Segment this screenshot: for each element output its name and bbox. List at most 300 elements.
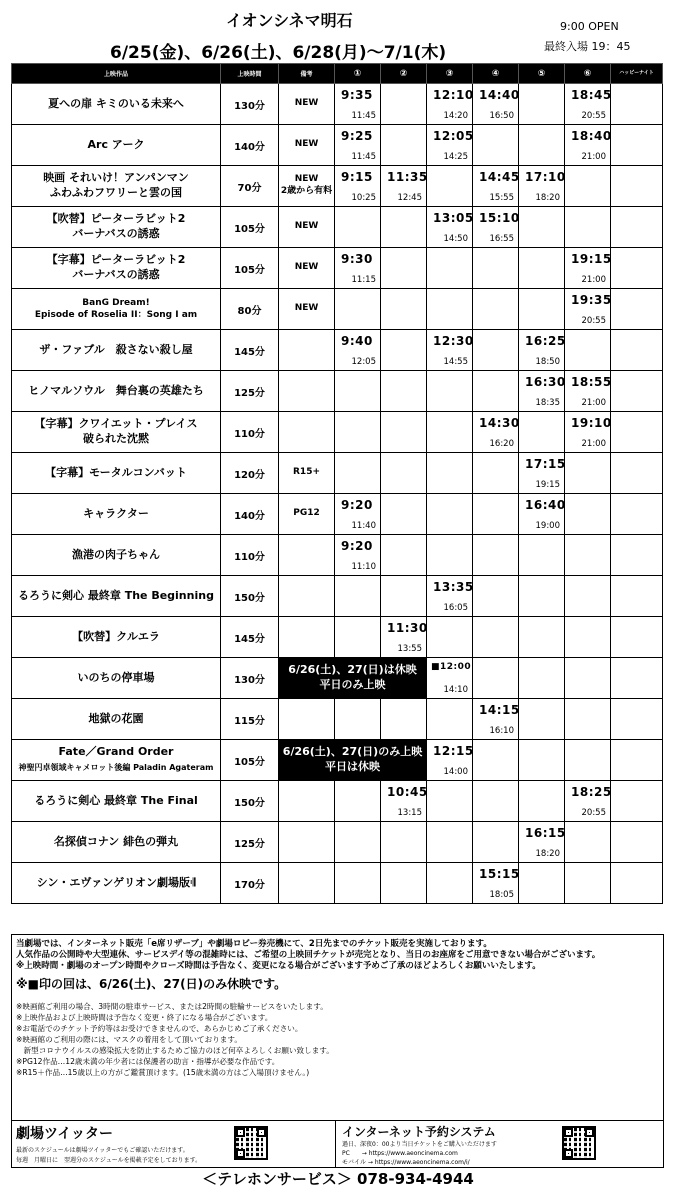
table-row (12, 617, 663, 658)
showtime-slot-4 (473, 166, 519, 207)
happy-night-slot (611, 781, 663, 822)
note-badge: NEW (294, 174, 319, 185)
showtime-slot-5 (519, 699, 565, 740)
showtime-slot-1 (335, 576, 381, 617)
showtime-slot-3 (427, 822, 473, 863)
notice-line: 当劇場では、インターネット販売「e席リザーブ」や劇場ロビー券売機にて、2日先までのチケット販売を実施しております。 (16, 939, 492, 949)
col-note: 備考 (279, 64, 335, 84)
showtime-slot-2 (381, 248, 427, 289)
runtime-cell (221, 658, 279, 699)
showtime-slot-6 (565, 453, 611, 494)
movie-title-cell (12, 617, 221, 658)
showtime-slot-5 (519, 535, 565, 576)
runtime: 130分 (234, 674, 265, 686)
movie-title-cell (12, 166, 221, 207)
movie-title: シン・エヴァンゲリオン劇場版𝄇 (36, 875, 196, 889)
schedule-table (11, 63, 663, 904)
note-cell (279, 576, 335, 617)
note-badge: R15+ (293, 467, 320, 478)
showtime-slot-3 (427, 289, 473, 330)
start-time: 14:45 (479, 170, 520, 184)
net-reservation-title: インターネット予約システム (342, 1125, 496, 1139)
note-cell (279, 863, 335, 904)
movie-subtitle: 神聖円卓領域キャメロット後編 Paladin Agateram (18, 763, 214, 772)
start-time: 10:45 (387, 785, 428, 799)
note-badge: NEW (294, 139, 319, 150)
runtime-cell (221, 781, 279, 822)
end-time: 16:55 (489, 234, 514, 244)
showtime-slot-5 (519, 863, 565, 904)
showtime-slot-6 (565, 289, 611, 330)
movie-title-cell (12, 494, 221, 535)
showtime-slot-3 (427, 207, 473, 248)
showtime-slot-6 (565, 371, 611, 412)
net-text: 過日、深夜0：00より当日チケットをご購入いただけます (342, 1141, 497, 1148)
showtime-slot-3 (427, 84, 473, 125)
showtime-slot-4 (473, 658, 519, 699)
end-time: 12:45 (397, 193, 422, 203)
showtime-slot-5 (519, 289, 565, 330)
showtime-slot-1 (335, 166, 381, 207)
start-time: 18:40 (571, 129, 612, 143)
end-time: 16:20 (489, 439, 514, 449)
showtime-slot-4 (473, 412, 519, 453)
end-time: 19:15 (535, 480, 560, 490)
start-time: 9:20 (341, 498, 373, 512)
table-row (12, 289, 663, 330)
showtime-slot-3 (427, 617, 473, 658)
note-cell (279, 125, 335, 166)
showtime-slot-4 (473, 617, 519, 658)
happy-night-slot (611, 330, 663, 371)
showtime-slot-1 (335, 371, 381, 412)
note-cell (279, 289, 335, 330)
showtime-slot-6 (565, 207, 611, 248)
start-time: 13:35 (433, 580, 474, 594)
runtime: 140分 (234, 510, 265, 522)
showtime-slot-3 (427, 576, 473, 617)
showtime-slot-3 (427, 330, 473, 371)
showtime-slot-5 (519, 166, 565, 207)
note-cell (279, 699, 335, 740)
showtime-slot-3 (427, 863, 473, 904)
movie-title: 【吹替】ピーターラビット2 (46, 212, 186, 226)
showtime-slot-3 (427, 658, 473, 699)
note-badge: NEW (294, 98, 319, 109)
notice-line: ※上映作品および上映時間は予告なく変更・終了になる場合がございます。 (16, 1013, 273, 1022)
movie-title: 【字幕】クワイエット・プレイス (34, 417, 198, 431)
showtime-slot-3 (427, 781, 473, 822)
end-time: 21:00 (581, 152, 606, 162)
showtime-slot-3 (427, 740, 473, 781)
happy-night-slot (611, 248, 663, 289)
showtime-slot-6 (565, 125, 611, 166)
showtime-slot-2 (381, 535, 427, 576)
end-time: 19:00 (535, 521, 560, 531)
showtime-slot-2 (381, 453, 427, 494)
note-cell (279, 330, 335, 371)
end-time: 20:55 (581, 111, 606, 121)
showtime-slot-4 (473, 453, 519, 494)
movie-title: ザ・ファブル 殺さない殺し屋 (39, 342, 193, 356)
notice-line: ※R15＋作品…15歳以上の方がご鑑賞頂けます。(15歳未満の方はご入場頂けません。) (16, 1068, 310, 1077)
note-cell (279, 494, 335, 535)
showtime-slot-1 (335, 207, 381, 248)
showtime-slot-5 (519, 822, 565, 863)
runtime: 105分 (234, 264, 265, 276)
showtime-slot-1 (335, 453, 381, 494)
showtime-slot-5 (519, 658, 565, 699)
table-row (12, 330, 663, 371)
showtime-slot-5 (519, 617, 565, 658)
start-time: 9:35 (341, 88, 373, 102)
runtime-cell (221, 617, 279, 658)
showtime-slot-4 (473, 863, 519, 904)
movie-title-cell (12, 207, 221, 248)
showtime-slot-4 (473, 781, 519, 822)
showtime-slot-2 (381, 84, 427, 125)
showtime-slot-5 (519, 576, 565, 617)
end-time: 16:50 (489, 111, 514, 121)
twitter-section (12, 1121, 336, 1167)
showtime-slot-3 (427, 535, 473, 576)
start-time: 9:15 (341, 170, 373, 184)
col-slot-6: ⑥ (565, 64, 611, 84)
showtime-slot-1 (335, 863, 381, 904)
movie-title: 【字幕】ピーターラビット2 (46, 253, 186, 267)
showtime-slot-6 (565, 576, 611, 617)
runtime-cell (221, 125, 279, 166)
start-time: 19:35 (571, 293, 612, 307)
runtime: 70分 (237, 182, 262, 194)
start-time: 16:40 (525, 498, 566, 512)
notice-line: 新型コロナウイルスの感染拡大を防止するためご協力のほど何卒よろしくお願い致します。 (16, 1046, 334, 1055)
note-cell (279, 84, 335, 125)
movie-title-cell (12, 289, 221, 330)
start-time: 17:10 (525, 170, 566, 184)
happy-night-slot (611, 576, 663, 617)
showtime-slot-4 (473, 330, 519, 371)
movie-title: 漁港の肉子ちゃん (72, 547, 160, 561)
end-time: 14:20 (443, 111, 468, 121)
showtime-slot-4 (473, 84, 519, 125)
runtime-cell (221, 166, 279, 207)
showtime-slot-4 (473, 740, 519, 781)
runtime: 140分 (234, 141, 265, 153)
runtime-cell (221, 699, 279, 740)
start-time: 14:30 (479, 416, 520, 430)
end-time: 12:05 (351, 357, 376, 367)
notice-main (16, 939, 656, 973)
table-header (12, 64, 663, 84)
showtime-slot-2 (381, 576, 427, 617)
showtime-slot-5 (519, 207, 565, 248)
movie-title-cell (12, 658, 221, 699)
showtime-slot-6 (565, 863, 611, 904)
movie-title-cell (12, 822, 221, 863)
showtime-slot-2 (381, 822, 427, 863)
table-row (12, 781, 663, 822)
showtime-slot-4 (473, 371, 519, 412)
end-time: 10:25 (351, 193, 376, 203)
showtime-slot-5 (519, 248, 565, 289)
start-time: 13:05 (433, 211, 474, 225)
start-time: 16:15 (525, 826, 566, 840)
movie-subtitle: バーナバスの誘惑 (72, 227, 160, 240)
showtime-slot-3 (427, 699, 473, 740)
table-row (12, 412, 663, 453)
start-time: 12:10 (433, 88, 474, 102)
movie-title: るろうに剣心 最終章 The Beginning (18, 588, 214, 602)
start-time: 11:35 (387, 170, 428, 184)
start-time: 9:25 (341, 129, 373, 143)
schedule-dates: 6/25(金)、6/26(土)、6/28(月)〜7/1(木) (110, 43, 447, 63)
start-time: 16:25 (525, 334, 566, 348)
happy-night-slot (611, 207, 663, 248)
runtime: 120分 (234, 469, 265, 481)
happy-night-slot (611, 494, 663, 535)
start-time: 18:25 (571, 785, 612, 799)
movie-title: Arc アーク (87, 137, 145, 151)
last-entry: 最終入場 19：45 (544, 40, 631, 53)
notice-line: ※お電話でのチケット予約等はお受けできませんので、あらかじめご了承ください。 (16, 1024, 303, 1033)
happy-night-slot (611, 740, 663, 781)
end-time: 18:20 (535, 193, 560, 203)
start-time: 17:15 (525, 457, 566, 471)
runtime-cell (221, 535, 279, 576)
happy-night-slot (611, 658, 663, 699)
schedule-banner (279, 658, 427, 699)
end-time: 18:20 (535, 849, 560, 859)
showtime-slot-2 (381, 207, 427, 248)
note-cell (279, 781, 335, 822)
end-time: 11:15 (351, 275, 376, 285)
movie-title-cell (12, 576, 221, 617)
net-pc-url[interactable]: PC → https://www.aeoncinema.com (342, 1150, 458, 1157)
start-time: 9:30 (341, 252, 373, 266)
showtime-slot-5 (519, 125, 565, 166)
showtime-slot-3 (427, 371, 473, 412)
movie-title: 地獄の花園 (88, 711, 144, 725)
showtime-slot-5 (519, 330, 565, 371)
table-row (12, 494, 663, 535)
movie-subtitle: 破られた沈黙 (83, 432, 149, 445)
movie-title-cell (12, 863, 221, 904)
banner-line: 平日のみ上映 (319, 678, 386, 691)
showtime-slot-3 (427, 125, 473, 166)
twitter-title: 劇場ツイッター (16, 1126, 114, 1142)
showtime-slot-2 (381, 330, 427, 371)
movie-title-cell (12, 371, 221, 412)
showtime-slot-5 (519, 84, 565, 125)
runtime: 150分 (234, 797, 265, 809)
table-row (12, 207, 663, 248)
showtime-slot-2 (381, 494, 427, 535)
runtime: 125分 (234, 387, 265, 399)
end-time: 11:10 (351, 562, 376, 572)
start-time: 11:30 (387, 621, 428, 635)
showtime-slot-4 (473, 699, 519, 740)
end-time: 11:45 (351, 111, 376, 121)
net-qr-icon[interactable] (562, 1126, 596, 1160)
notice-line: ※PG12作品…12歳未満の年少者には保護者の助言・指導が必要な作品です。 (16, 1057, 280, 1066)
note-badge: NEW (294, 303, 319, 314)
showtime-slot-6 (565, 658, 611, 699)
end-time: 13:15 (397, 808, 422, 818)
end-time: 13:55 (397, 644, 422, 654)
note-cell (279, 535, 335, 576)
happy-night-slot (611, 822, 663, 863)
col-slot-4: ④ (473, 64, 519, 84)
showtime-slot-3 (427, 412, 473, 453)
showtime-slot-6 (565, 330, 611, 371)
table-row (12, 248, 663, 289)
end-time: 18:50 (535, 357, 560, 367)
col-happy-night: ハッピーナイト (611, 64, 663, 84)
movie-subtitle: Episode of Roselia II：Song I am (34, 310, 198, 320)
runtime-cell (221, 330, 279, 371)
end-time: 18:35 (535, 398, 560, 408)
end-time: 14:55 (443, 357, 468, 367)
table-row (12, 576, 663, 617)
showtime-slot-2 (381, 863, 427, 904)
showtime-slot-4 (473, 494, 519, 535)
note-badge: 2歳から有料 (280, 186, 333, 196)
movie-subtitle: バーナバスの誘惑 (72, 268, 160, 281)
runtime: 115分 (234, 715, 265, 727)
runtime-cell (221, 248, 279, 289)
note-cell (279, 822, 335, 863)
movie-title-cell (12, 699, 221, 740)
twitter-qr-icon[interactable] (234, 1126, 268, 1160)
note-cell (279, 207, 335, 248)
showtime-slot-1 (335, 289, 381, 330)
movie-title-cell (12, 412, 221, 453)
runtime-cell (221, 453, 279, 494)
showtime-slot-5 (519, 494, 565, 535)
runtime-cell (221, 576, 279, 617)
showtime-slot-6 (565, 781, 611, 822)
happy-night-slot (611, 125, 663, 166)
table-row (12, 658, 663, 699)
start-time: 16:30 (525, 375, 566, 389)
net-mobile-url[interactable]: モバイル → https://www.aeoncinema.com/i/ (342, 1159, 470, 1166)
runtime: 130分 (234, 100, 265, 112)
banner-line: 6/26(土)、27(日)のみ上映 (282, 745, 423, 759)
movie-title: 【吹替】クルエラ (72, 629, 160, 643)
showtime-slot-1 (335, 781, 381, 822)
movie-title: 夏への扉 キミのいる未来へ (48, 96, 184, 110)
col-slot-3: ③ (427, 64, 473, 84)
end-time: 11:45 (351, 152, 376, 162)
movie-title-cell (12, 248, 221, 289)
note-cell (279, 617, 335, 658)
note-cell (279, 453, 335, 494)
showtime-slot-5 (519, 412, 565, 453)
runtime: 110分 (234, 551, 265, 563)
runtime-cell (221, 740, 279, 781)
runtime: 145分 (234, 346, 265, 358)
runtime: 145分 (234, 633, 265, 645)
notice-line: 人気作品の公開時や大型連休、サービスデイ等の混雑時には、ご希望の上映回チケットが売完となり、当日のお座席をご用意できない場合がございます。 (16, 950, 601, 961)
col-runtime: 上映時間 (221, 64, 279, 84)
start-time: 19:10 (571, 416, 612, 430)
showtime-slot-4 (473, 207, 519, 248)
runtime-cell (221, 289, 279, 330)
showtime-slot-4 (473, 125, 519, 166)
runtime-cell (221, 84, 279, 125)
notice-line: ※上映時間・劇場のオープン時間やクローズ時間は予告なく、変更になる場合がございます予めご了承のほどよろしくお願いいたします。 (16, 961, 541, 972)
movie-title: ヒノマルソウル 舞台裏の英雄たち (28, 383, 204, 397)
showtime-slot-6 (565, 699, 611, 740)
end-time: 14:00 (443, 767, 468, 777)
start-time: 14:40 (479, 88, 520, 102)
runtime: 125分 (234, 838, 265, 850)
runtime-cell (221, 412, 279, 453)
runtime: 105分 (234, 223, 265, 235)
end-time: 11:40 (351, 521, 376, 531)
happy-night-slot (611, 166, 663, 207)
end-time: 14:25 (443, 152, 468, 162)
movie-subtitle: ふわふわフワリーと雲の国 (50, 186, 182, 199)
end-time: 20:55 (581, 808, 606, 818)
end-time: 20:55 (581, 316, 606, 326)
end-time: 14:10 (443, 685, 468, 695)
showtime-slot-1 (335, 84, 381, 125)
showtime-slot-6 (565, 248, 611, 289)
showtime-slot-1 (335, 699, 381, 740)
table-row (12, 453, 663, 494)
showtime-slot-2 (381, 781, 427, 822)
showtime-slot-1 (335, 822, 381, 863)
happy-night-slot (611, 84, 663, 125)
end-time: 15:55 (489, 193, 514, 203)
showtime-slot-6 (565, 166, 611, 207)
runtime: 170分 (234, 879, 265, 891)
showtime-slot-3 (427, 248, 473, 289)
telephone-service: ＜テレホンサービス＞ 078-934-4944 (202, 1170, 474, 1188)
showtime-slot-2 (381, 166, 427, 207)
happy-night-slot (611, 453, 663, 494)
notice-line: ※映画館ご利用の場合、3時間の駐車サービス、または2時間の駐輪サービスをいたします。 (16, 1002, 328, 1011)
showtime-slot-2 (381, 289, 427, 330)
col-slot-5: ⑤ (519, 64, 565, 84)
showtime-slot-3 (427, 494, 473, 535)
note-cell (279, 166, 335, 207)
movie-title: いのちの停車場 (77, 670, 155, 684)
showtime-slot-1 (335, 617, 381, 658)
happy-night-slot (611, 617, 663, 658)
showtime-slot-2 (381, 371, 427, 412)
showtime-slot-1 (335, 412, 381, 453)
showtime-slot-4 (473, 248, 519, 289)
showtime-slot-4 (473, 535, 519, 576)
happy-night-slot (611, 289, 663, 330)
col-title: 上映作品 (12, 64, 221, 84)
showtime-slot-4 (473, 289, 519, 330)
showtime-slot-1 (335, 535, 381, 576)
showtime-slot-1 (335, 248, 381, 289)
movie-title: 映画 それいけ！アンパンマン (43, 171, 189, 185)
happy-night-slot (611, 371, 663, 412)
table-row (12, 699, 663, 740)
col-slot-1: ① (335, 64, 381, 84)
note-cell (279, 248, 335, 289)
end-time: 16:10 (489, 726, 514, 736)
start-time: 9:40 (341, 334, 373, 348)
showtime-slot-5 (519, 371, 565, 412)
open-time: 9:00 OPEN (560, 20, 619, 33)
